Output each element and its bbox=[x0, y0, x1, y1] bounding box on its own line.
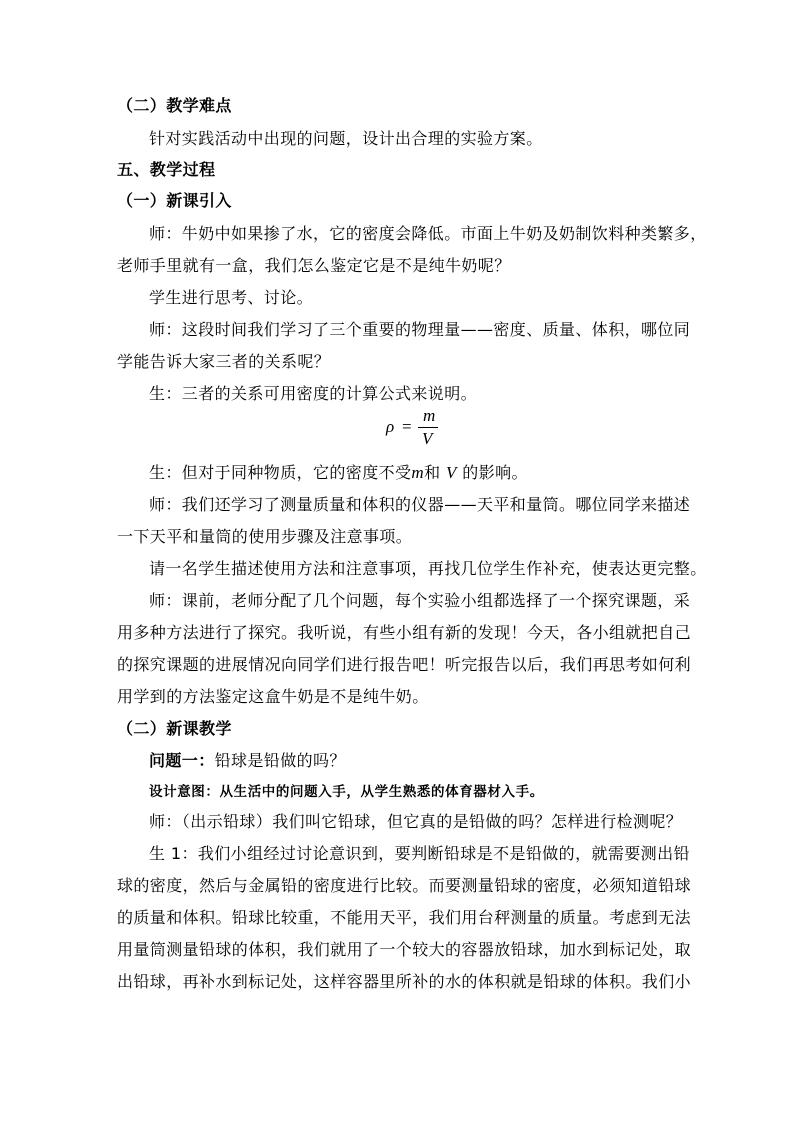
formula-numerator: m bbox=[423, 406, 436, 425]
question-1-text: 铅球是铅做的吗？ bbox=[214, 751, 346, 770]
new-paragraph-2-line-1: 生 1：我们小组经过讨论意识到，要判断铅球是不是铅做的，就需要测出铅 bbox=[149, 844, 690, 863]
density-formula bbox=[384, 405, 444, 449]
intro-paragraph-8-line-4: 用学到的方法鉴定这盒牛奶是不是纯牛奶。 bbox=[117, 687, 429, 706]
formula-equals: = bbox=[402, 417, 412, 436]
heading-new-lesson-intro: （一）新课引入 bbox=[117, 191, 232, 210]
heading-teaching-difficulty: （二）教学难点 bbox=[117, 96, 232, 115]
intro-paragraph-6-line-1: 师：我们还学习了测量质量和体积的仪器——天平和量筒。哪位同学来描述 bbox=[149, 495, 691, 514]
intro-paragraph-8-line-1: 师：课前，老师分配了几个问题，每个实验小组都选择了一个探究课题，采 bbox=[149, 591, 691, 610]
intro-paragraph-1-line-1: 师：牛奶中如果掺了水，它的密度会降低。市面上牛奶及奶制饮料种类繁多， bbox=[149, 224, 707, 243]
intro-paragraph-6-line-2: 一下天平和量筒的使用步骤及注意事项。 bbox=[117, 527, 413, 546]
new-paragraph-2-line-5: 出铅球，再补水到标记处，这样容器里所补的水的体积就是铅球的体积。我们小 bbox=[117, 972, 692, 991]
intro-paragraph-8-line-2: 用多种方法进行了探究。我听说，有些小组有新的发现！今天，各小组就把自己 bbox=[117, 623, 692, 642]
new-paragraph-2-line-4: 用量筒测量铅球的体积，我们就用了一个较大的容器放铅球，加水到标记处，取 bbox=[117, 940, 692, 959]
intro-paragraph-5 bbox=[149, 462, 528, 484]
intro-paragraph-3-line-1: 师：这段时间我们学习了三个重要的物理量——密度、质量、体积，哪位同 bbox=[149, 320, 691, 339]
question-1 bbox=[149, 750, 346, 772]
intro-paragraph-8-line-3: 的探究课题的进展情况向同学们进行报告吧！听完报告以后，我们再思考如何利 bbox=[117, 655, 692, 674]
intro-paragraph-5-part-b: 和 bbox=[424, 463, 441, 482]
heading-new-lesson-teaching: （二）新课教学 bbox=[117, 719, 232, 738]
intro-paragraph-5-part-c: 的影响。 bbox=[462, 463, 528, 482]
formula-rho: ρ bbox=[386, 417, 395, 436]
intro-paragraph-2: 学生进行思考、讨论。 bbox=[149, 288, 314, 307]
design-intent bbox=[149, 781, 544, 803]
intro-paragraph-1-line-2: 老师手里就有一盒，我们怎么鉴定它是不是纯牛奶呢？ bbox=[117, 256, 511, 275]
formula-fraction-bar bbox=[418, 427, 438, 428]
new-paragraph-2-line-2: 球的密度，然后与金属铅的密度进行比较。而要测量铅球的密度，必须知道铅球 bbox=[117, 876, 692, 895]
intro-paragraph-5-symbol-m: m bbox=[411, 463, 425, 482]
intro-paragraph-5-part-a: 生：但对于同种物质，它的密度不受 bbox=[149, 463, 412, 482]
new-paragraph-2-line-3: 的质量和体积。铅球比较重，不能用天平，我们用台秤测量的质量。考虑到无法 bbox=[117, 908, 692, 927]
heading-teaching-process: 五、教学过程 bbox=[117, 160, 216, 179]
design-intent-text: 从生活中的问题入手，从学生熟悉的体育器材入手。 bbox=[219, 784, 544, 800]
design-intent-label: 设计意图： bbox=[149, 784, 220, 800]
intro-paragraph-5-symbol-v: V bbox=[446, 463, 457, 482]
intro-paragraph-4: 生：三者的关系可用密度的计算公式来说明。 bbox=[149, 384, 478, 403]
intro-paragraph-3-line-2: 学能告诉大家三者的关系呢？ bbox=[117, 352, 331, 371]
intro-paragraph-7: 请一名学生描述使用方法和注意事项，再找几位学生作补充，使表达更完整。 bbox=[149, 559, 707, 578]
difficulty-paragraph: 针对实践活动中出现的问题，设计出合理的实验方案。 bbox=[149, 129, 543, 148]
new-paragraph-1: 师：（出示铅球）我们叫它铅球，但它真的是铅做的吗？怎样进行检测呢？ bbox=[149, 812, 683, 831]
formula-denominator: V bbox=[422, 429, 433, 448]
question-1-label: 问题一： bbox=[149, 751, 215, 770]
